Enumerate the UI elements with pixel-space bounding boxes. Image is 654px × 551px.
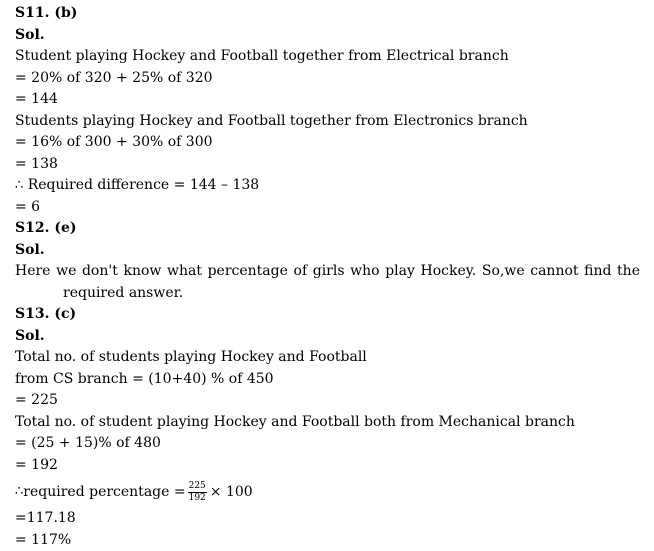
s11-line-3: = 144 [15,89,640,111]
s13-heading: S13. (c) [15,304,640,326]
s13-approx: =117.18 [15,508,640,530]
s13-line-2: from CS branch = (10+40) % of 450 [15,369,640,391]
s13-line-1: Total no. of students playing Hockey and Football [15,347,640,369]
s13-line-5: = (25 + 15)% of 480 [15,433,640,455]
s11-heading: S11. (b) [15,3,640,25]
solution-document [15,3,640,551]
s11-line-1: Student playing Hockey and Football together from Electrical branch [15,46,640,68]
s13-percentage-tail: × 100 [210,476,253,508]
s11-difference-text: Required difference = 144 – 138 [23,177,259,193]
s13-line-4: Total no. of student playing Hockey and Football both from Mechanical branch [15,412,640,434]
s13-sol-label: Sol. [15,326,640,348]
s13-fraction [188,481,207,504]
s11-difference-line [15,175,640,197]
fraction-numerator: 225 [188,481,207,493]
s13-final: = 117% [15,530,640,551]
s11-line-6: = 138 [15,154,640,176]
s13-line-6: = 192 [15,455,640,477]
s13-line-3: = 225 [15,390,640,412]
fraction-denominator: 192 [188,493,207,504]
s12-heading: S12. (e) [15,218,640,240]
s13-percentage-label: required percentage = [23,476,185,508]
s11-line-5: = 16% of 300 + 30% of 300 [15,132,640,154]
s13-percentage-line [15,476,640,508]
s12-para-line-1: Here we don't know what percentage of girls who play Hockey. So,we cannot find the [15,261,640,283]
s11-sol-label: Sol. [15,25,640,47]
s12-sol-label: Sol. [15,240,640,262]
s12-para-line-2: required answer. [15,283,640,305]
s11-line-4: Students playing Hockey and Football together from Electronics branch [15,111,640,133]
therefore-symbol: ∴ [15,178,23,193]
s11-result: = 6 [15,197,640,219]
s11-line-2: = 20% of 320 + 25% of 320 [15,68,640,90]
s12-paragraph [15,261,640,304]
therefore-symbol: ∴ [15,476,23,508]
